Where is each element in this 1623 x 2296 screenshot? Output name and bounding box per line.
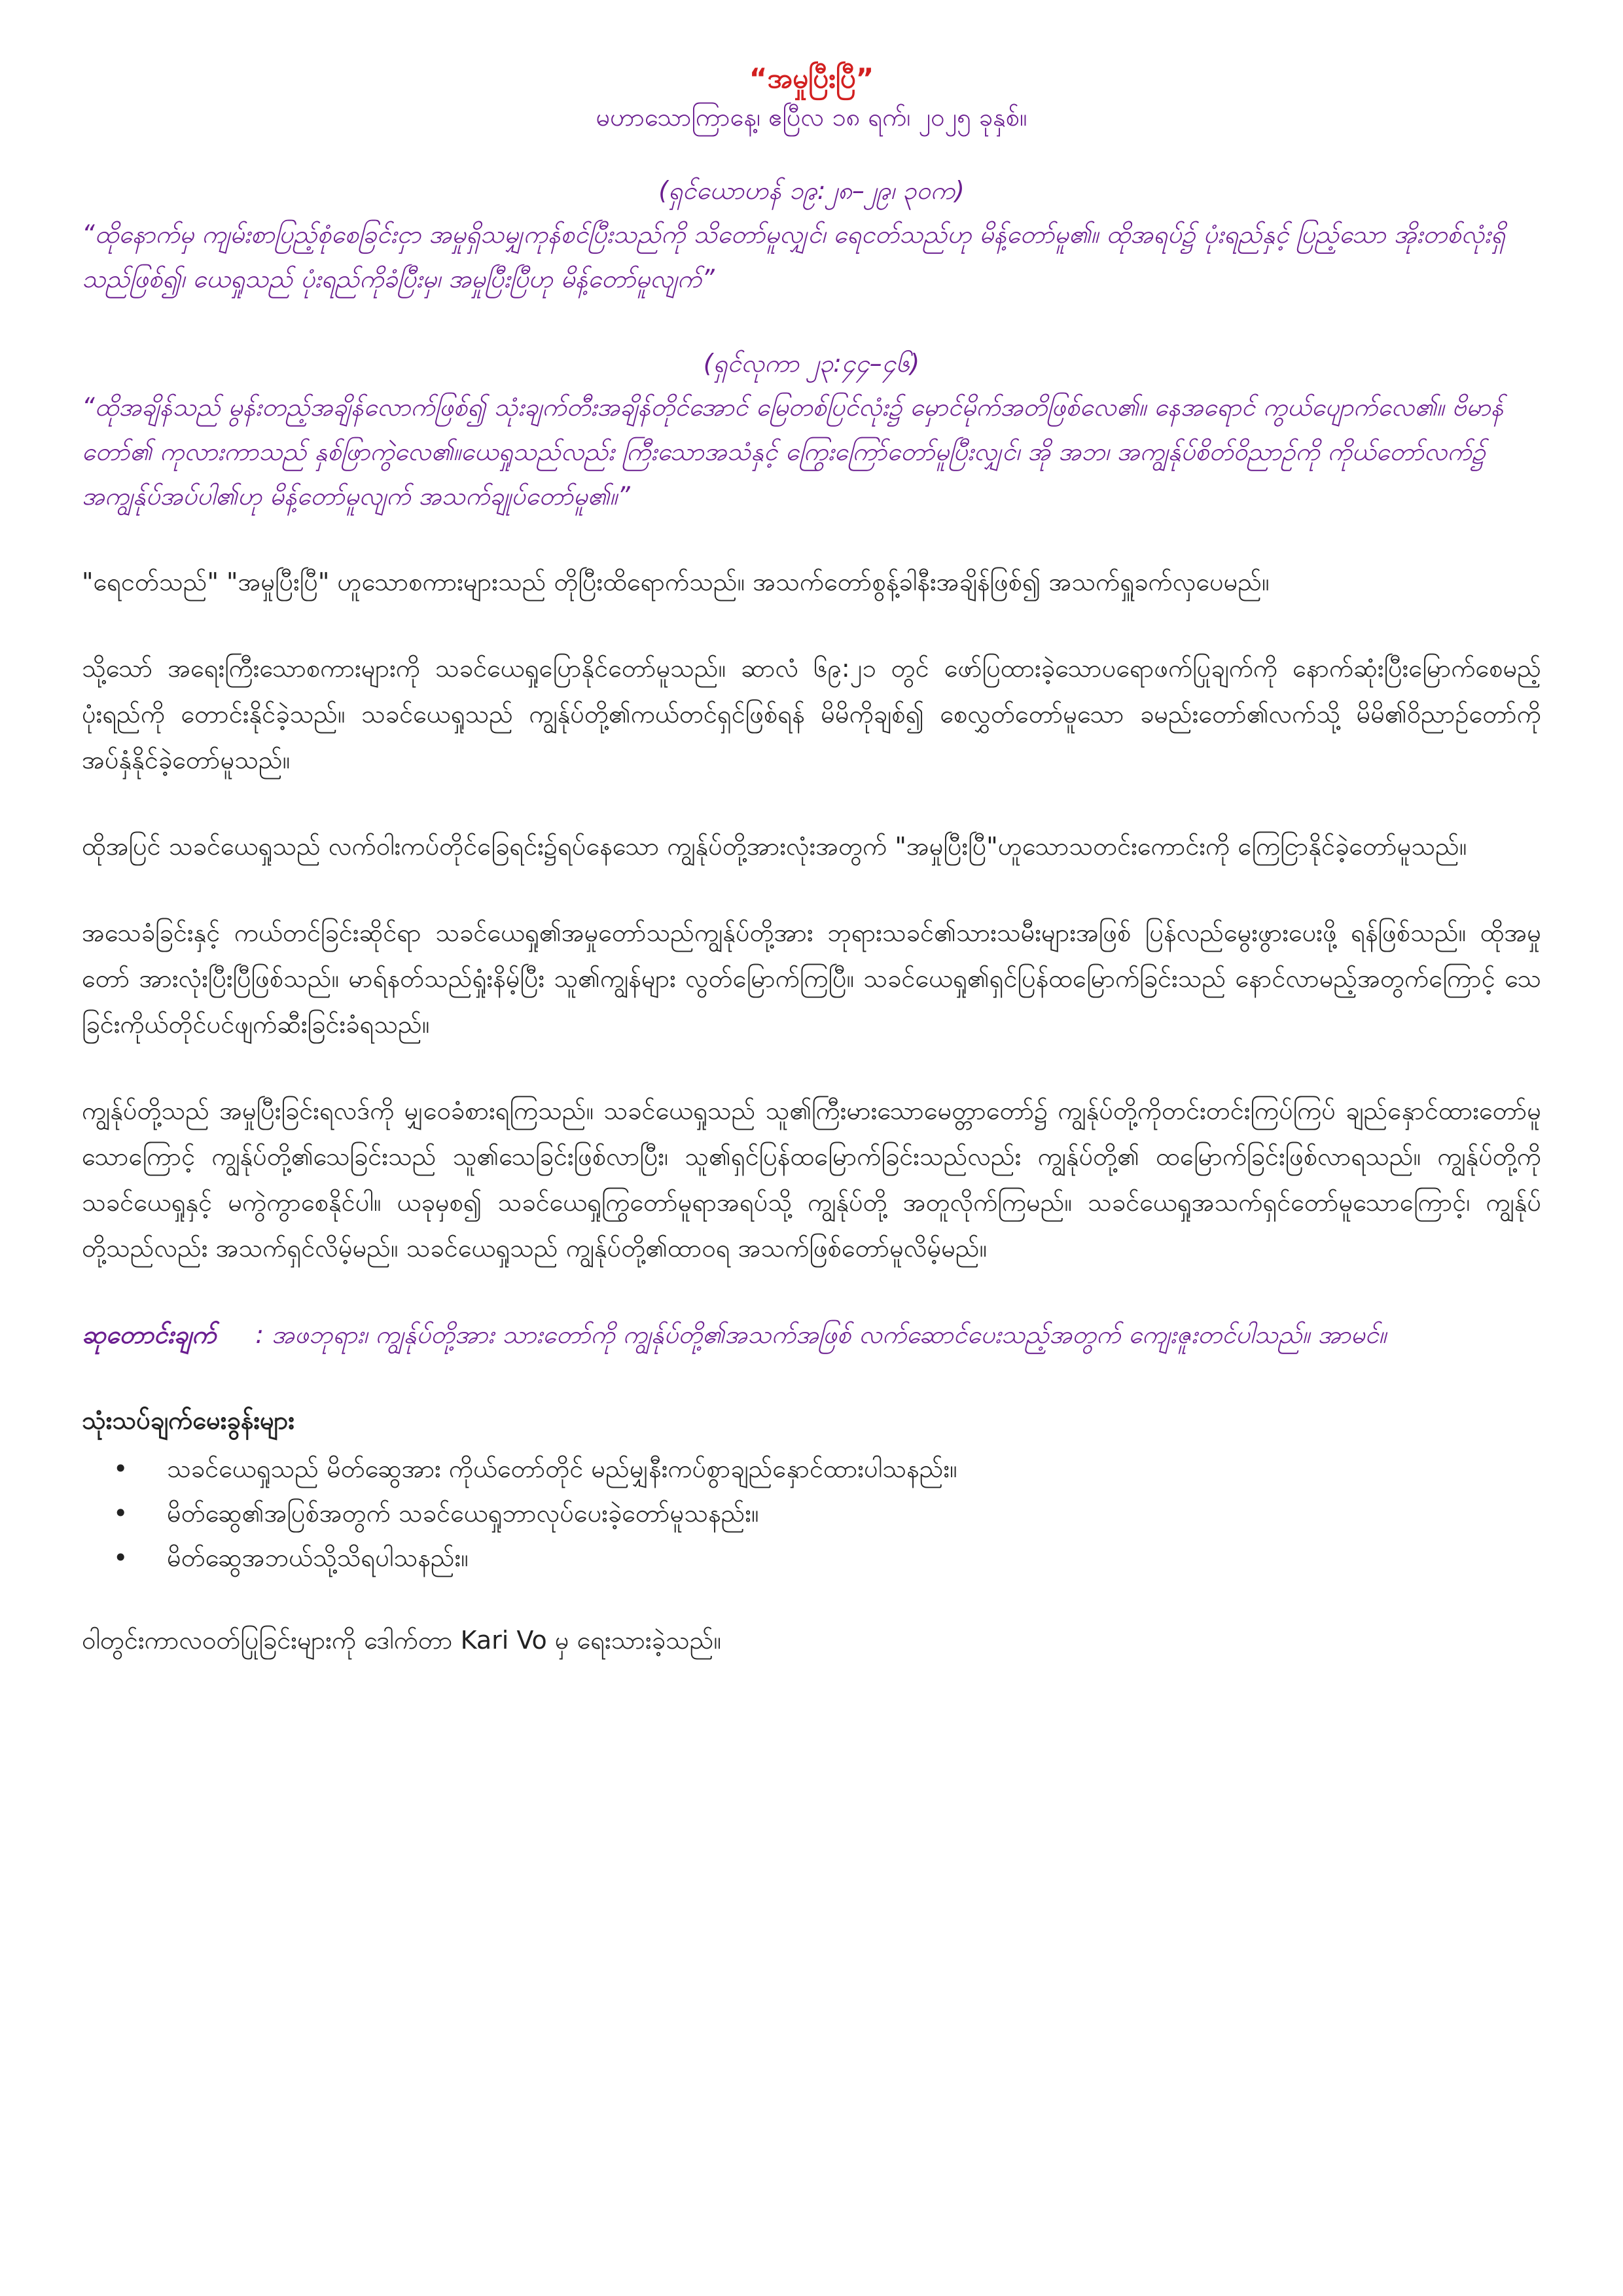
body-paragraph: အသေခံခြင်းနှင့် ကယ်တင်ခြင်းဆိုင်ရာ သခင်ယေရှု၏အမှုတော်သည်ကျွန်ုပ်တို့အား ဘုရားသခင်၏သားသမီးများအဖြစ် ပြန်လည်မွေးဖွားပေးဖို့ ရန်ဖြစ်သည်။ ထိုအမှုတော် အားလုံးပြီးပြီဖြစ်သည်။ မာရ်နတ်သည်ရှုံးနိမ့်ပြီး သူ၏ကျွန်များ လွတ်မြောက်ကြပြီ။ သခင်ယေရှု၏ရှင်ပြန်ထမြောက်ခြင်းသည် နောင်လာမည့်အတွက်ကြောင့် သေခြင်းကိုယ်တိုင်ပင်ဖျက်ဆီးခြင်းခံရသည်။ (82, 918, 1541, 1039)
prayer-block (82, 1312, 1541, 1357)
body-paragraph: "ရေငတ်သည်" "အမှုပြီးပြီ" ဟူသောစကားများသည် တိုပြီးထိရောက်သည်။ အသက်တော်စွန့်ခါနီးအချိန်ဖြစ်၍ အသက်ရှူခက်လှပေမည်။ (82, 567, 1270, 596)
scripture-text-1: “ထိုနောက်မှ ကျမ်းစာပြည့်စုံစေခြင်းငှာ အမှုရှိသမျှကုန်စင်ပြီးသည်ကို သိတော်မူလျှင်၊ ရေငတ်သည်ဟု မိန့်တော်မူ၏။ ထိုအရပ်၌ ပုံးရည်နှင့် ပြည့်သော အိုးတစ်လုံးရှိသည်ဖြစ်၍၊ ယေရှုသည် ပုံးရည်ကိုခံပြီးမှ၊ အမှုပြီးပြီဟု မိန့်တော်မူလျက်” (82, 220, 1505, 293)
author-credit: ဝါတွင်းကာလဝတ်ပြုခြင်းများကို ဒေါက်တာ Kari Vo မှ ရေးသားခဲ့သည်။ (82, 1626, 722, 1655)
bullet-icon: • (113, 1543, 128, 1572)
page-title: “အမှုပြီးပြီ” (749, 62, 874, 94)
list-item: • မိတ်ဆွေ၏အပြစ်အတွက် သခင်ယေရှုဘာလုပ်ပေးခဲ့တော်မူသနည်း။ (82, 1491, 1541, 1535)
page-date: မဟာသောကြာနေ့၊ ဧပြီလ ၁၈ ရက်၊ ၂၀၂၅ ခုနှစ်။ (596, 103, 1027, 132)
questions-list (82, 1446, 1541, 1580)
scripture-text-2: “ထိုအချိန်သည် မွန်းတည့်အချိန်လောက်ဖြစ်၍ သုံးချက်တီးအချိန်တိုင်အောင် မြေတစ်ပြင်လုံး၌ မှောင်မိုက်အတိဖြစ်လေ၏။ နေအရောင် ကွယ်ပျောက်လေ၏။ ဗိမာန်တော်၏ ကုလားကာသည် နှစ်ဖြာကွဲလေ၏။ယေရှုသည်လည်း ကြီးသောအသံနှင့် ကြွေးကြော်တော်မူပြီးလျှင်၊ အို အဘ၊ အကျွန်ုပ်စိတ်ဝိညာဉ်ကို ကိုယ်တော်လက်၌ အကျွန်ုပ်အပ်ပါ၏ဟု မိန့်တော်မူလျက် အသက်ချုပ်တော်မူ၏။” (82, 393, 1504, 511)
body-paragraph: ထိုအပြင် သခင်ယေရှုသည် လက်ဝါးကပ်တိုင်ခြေရင်း၌ရပ်နေသော ကျွန်ုပ်တို့အားလုံးအတွက် "အမှုပြီးပြီ"ဟူသောသတင်းကောင်းကို ကြေငြာနိုင်ခဲ့တော်မူသည်။ (82, 832, 1467, 861)
questions-title: သုံးသပ်ချက်မေးခွန်းများ (82, 1406, 295, 1435)
prayer-text: : အဖဘုရား၊ ကျွန်ုပ်တို့အား သားတော်ကို ကျွန်ုပ်တို့၏အသက်အဖြစ် လက်ဆောင်ပေးသည့်အတွက် ကျေးဇူးတင်ပါသည်။ အာမင်။ (255, 1320, 1387, 1349)
scripture-reference-2: (ရှင်လုကာ ၂၃:၄၄–၄၆) (703, 349, 920, 378)
prayer-label: ဆုတောင်းချက် (82, 1320, 217, 1349)
list-item: • သခင်ယေရှုသည် မိတ်ဆွေအား ကိုယ်တော်တိုင် မည်မျှနီးကပ်စွာချည်နှောင်ထားပါသနည်း။ (82, 1446, 1541, 1491)
list-item: • မိတ်ဆွေအဘယ်သို့သိရပါသနည်း။ (82, 1535, 1541, 1580)
bullet-icon: • (113, 1454, 128, 1483)
body-paragraph: သို့သော် အရေးကြီးသောစကားများကို သခင်ယေရှုပြောနိုင်တော်မူသည်။ ဆာလံ ၆၉:၂၁ တွင် ဖော်ပြထားခဲ့သောပရောဖက်ပြုချက်ကို နောက်ဆုံးပြီးမြောက်စေမည့်ပုံးရည်ကို တောင်းနိုင်ခဲ့သည်။ သခင်ယေရှုသည် ကျွန်ုပ်တို့၏ကယ်တင်ရှင်ဖြစ်ရန် မိမိကိုချစ်၍ စေလွှတ်တော်မူသော ခမည်းတော်၏လက်သို့ မိမိ၏ဝိညာဉ်တော်ကို အပ်နှံနိုင်ခဲ့တော်မူသည်။ (82, 654, 1541, 774)
body-paragraph: ကျွန်ုပ်တို့သည် အမှုပြီးခြင်းရလဒ်ကို မျှဝေခံစားရကြသည်။ သခင်ယေရှုသည် သူ၏ကြီးမားသောမေတ္တာတော်၌ ကျွန်ုပ်တို့ကိုတင်းတင်းကြပ်ကြပ် ချည်နှောင်ထားတော်မူသောကြောင့် ကျွန်ုပ်တို့၏သေခြင်းသည် သူ၏သေခြင်းဖြစ်လာပြီး၊ သူ၏ရှင်ပြန်ထမြောက်ခြင်းသည်လည်း ကျွန်ုပ်တို့၏ ထမြောက်ခြင်းဖြစ်လာရသည်။ ကျွန်ုပ်တို့ကို သခင်ယေရှုနှင့် မကွဲကွာစေနိုင်ပါ။ ယခုမှစ၍ သခင်ယေရှုကြွတော်မူရာအရပ်သို့ ကျွန်ုပ်တို့ အတူလိုက်ကြမည်။ သခင်ယေရှုအသက်ရှင်တော်မူသောကြောင့်၊ ကျွန်ုပ်တို့သည်လည်း အသက်ရှင်လိမ့်မည်။ သခင်ယေရှုသည် ကျွန်ုပ်တို့၏ထာဝရ အသက်ဖြစ်တော်မူလိမ့်မည်။ (82, 1096, 1541, 1263)
bullet-icon: • (113, 1499, 128, 1528)
scripture-reference-1: (ရှင်ယောဟန် ၁၉:၂၈–၂၉၊ ၃၀က) (658, 176, 965, 205)
devotional-page (82, 59, 1541, 1662)
